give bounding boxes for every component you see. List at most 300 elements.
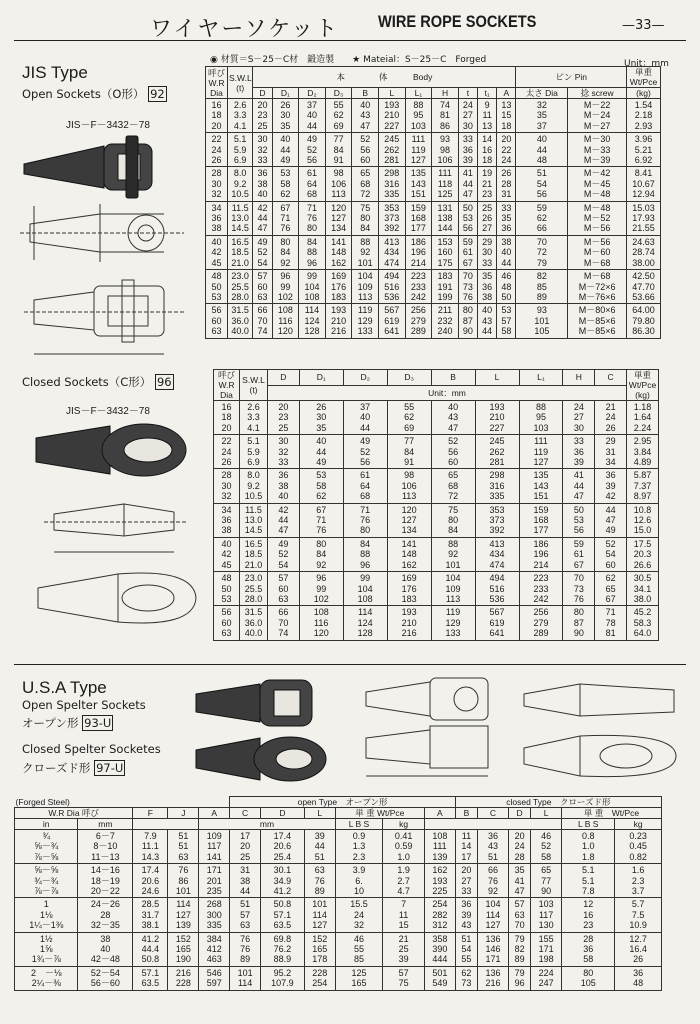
table-cell: 59 61 67: [458, 235, 477, 269]
table-cell: 93 98 106: [432, 133, 459, 167]
table-cell: 171 201 235: [199, 864, 230, 898]
table-cell: 59 62 66: [516, 201, 568, 235]
open-sockets-body: [206, 99, 661, 339]
table-row: [15, 830, 662, 864]
table-cell: M－42 M－45 M－48: [568, 167, 627, 201]
table-cell: 384 412 463: [199, 932, 230, 966]
col-header-a: A: [497, 88, 516, 99]
table-cell: 36 38 40: [253, 167, 272, 201]
table-row: [206, 99, 661, 133]
table-cell: 8.0 9.2 10.5: [228, 167, 253, 201]
table-row: [214, 401, 659, 435]
col-header-t1: t₁: [478, 88, 497, 99]
table-row: [206, 235, 661, 269]
table-cell: 30.5 34.1 38.0: [627, 572, 659, 606]
open-sockets-badge: 92: [150, 87, 165, 101]
table-cell: 44 47 49: [595, 503, 627, 537]
table-cell: 23.0 25.5 28.0: [228, 270, 253, 304]
table-cell: 1.9 2.7 4.7: [383, 864, 425, 898]
table-cell: 19 21 23: [478, 167, 497, 201]
table-cell: 12.7 16.4 26: [615, 932, 662, 966]
table-row: [214, 606, 659, 640]
table-cell: 193 210 227: [379, 99, 406, 133]
open-spelter-jp: [22, 715, 113, 731]
table-cell: 104 114 127: [478, 898, 509, 932]
table-cell: 16.5 18.5 21.0: [240, 537, 268, 571]
table-cell: 57 60 63: [253, 270, 272, 304]
table-cell: 1.18 1.64 2.24: [627, 401, 659, 435]
table-cell: 2 －⅛ 2¼－⅜: [15, 966, 78, 990]
usa-socket-drawings: [190, 672, 686, 792]
table-row: [206, 304, 661, 338]
table-cell: 20 22 24: [497, 133, 516, 167]
table-cell: 114 124 128: [299, 304, 326, 338]
table-row: [214, 503, 659, 537]
usa-col-closed-l: L: [531, 808, 562, 819]
usa-open-photo: [196, 680, 312, 726]
table-cell: 0.23 0.45 0.82: [615, 830, 662, 864]
table-cell: 48 50 53: [214, 572, 240, 606]
table-cell: 40 42 45: [214, 537, 240, 571]
table-cell: 33 35 36: [497, 201, 516, 235]
header-rule: [14, 40, 686, 41]
table-cell: 45.2 58.3 64.0: [627, 606, 659, 640]
col-header-pin: ピン Pin: [516, 67, 627, 88]
closed-col-wt: 単重 Wt/Pce (kg): [627, 370, 659, 401]
table-cell: 25 26 27: [478, 201, 497, 235]
usa-col-open-wt: 単 重 Wt/Pce: [335, 808, 424, 819]
table-cell: 99 104 108: [343, 572, 387, 606]
table-row: [206, 201, 661, 235]
table-cell: 193 210 216: [387, 606, 431, 640]
table-cell: 193 210 227: [475, 401, 519, 435]
col-header-d: D: [253, 88, 272, 99]
table-cell: 82 85 89: [516, 270, 568, 304]
usa-col-open-d: D: [261, 808, 305, 819]
col-header-screw: 捻 screw: [568, 88, 627, 99]
table-cell: 114 127 139: [168, 898, 199, 932]
col-header-b: B: [352, 88, 379, 99]
usa-closed-photo: [196, 737, 326, 781]
table-cell: 40 44 49: [299, 435, 343, 469]
table-cell: 57 75: [383, 966, 425, 990]
table-cell: 101 114 127: [304, 898, 335, 932]
table-cell: 358 390 444: [424, 932, 455, 966]
table-cell: 52 54 60: [595, 537, 627, 571]
table-row: [15, 966, 662, 990]
table-cell: 1 1⅛ 1¼－1⅜: [15, 898, 78, 932]
table-cell: 64.00 79.80 86.30: [627, 304, 661, 338]
col-header-h: H: [432, 88, 459, 99]
table-row: [214, 572, 659, 606]
table-cell: 223 233 242: [519, 572, 563, 606]
closed-type-header: closed Type クローズド形: [455, 797, 661, 808]
table-cell: 50 53 56: [563, 503, 595, 537]
table-cell: 103 117 130: [531, 898, 562, 932]
usa-unit-closed-kg: kg: [615, 819, 662, 830]
table-cell: 33 36 39: [563, 435, 595, 469]
table-cell: 49 52 56: [343, 435, 387, 469]
table-cell: 8.0 9.2 10.5: [240, 469, 268, 503]
table-cell: 75 80 84: [352, 201, 379, 235]
usa-col-closed-a: A: [424, 808, 455, 819]
table-cell: 20 23 25: [253, 99, 272, 133]
table-cell: 211 232 240: [432, 304, 459, 338]
table-cell: 11.5 13.0 14.5: [240, 503, 268, 537]
col-header-kg: (kg): [627, 88, 661, 99]
table-cell: 216 228: [168, 966, 199, 990]
usa-unit-open-lbs: L B S: [335, 819, 383, 830]
table-cell: 69.8 76.2 88.9: [261, 932, 305, 966]
table-cell: 38 40 42－48: [78, 932, 133, 966]
table-cell: 84 88 96: [299, 235, 326, 269]
table-cell: 48 50 53: [206, 270, 228, 304]
table-cell: 125 165: [335, 966, 383, 990]
table-row: [15, 932, 662, 966]
page-title-jp: ワイヤーソケット: [150, 17, 340, 42]
table-row: [206, 133, 661, 167]
table-cell: 10.8 12.6 15.0: [627, 503, 659, 537]
closed-spelter-jp: [22, 760, 125, 776]
table-cell: 183 191 199: [432, 270, 459, 304]
table-cell: 268 300 335: [199, 898, 230, 932]
table-cell: 108 116 120: [299, 606, 343, 640]
closed-col-unit: Unit：mm: [268, 385, 627, 401]
table-cell: 49 52 54: [268, 537, 300, 571]
table-cell: 40 43 47: [431, 401, 475, 435]
table-cell: 256 279 289: [519, 606, 563, 640]
table-cell: 7 11 15: [383, 898, 425, 932]
table-cell: 108 116 120: [272, 304, 299, 338]
open-socket-photo: [24, 136, 152, 198]
table-cell: 14 16 18: [478, 133, 497, 167]
table-cell: 35 36 38: [478, 270, 497, 304]
table-cell: 57 63 70: [508, 898, 530, 932]
table-cell: 38 40 44: [497, 235, 516, 269]
table-cell: 51 54 56: [516, 167, 568, 201]
usa-open-drawing: [366, 678, 488, 776]
table-cell: 66 70 74: [253, 304, 272, 338]
table-cell: 24 27 30: [563, 401, 595, 435]
table-cell: 155 171 198: [531, 932, 562, 966]
table-cell: 88 95 103: [405, 99, 432, 133]
table-cell: 53 57 58: [497, 304, 516, 338]
table-cell: 159 168 177: [519, 503, 563, 537]
table-cell: 30 32 33: [253, 133, 272, 167]
usa-type-title: U.S.A Type: [22, 678, 107, 697]
table-cell: 84 88 96: [343, 537, 387, 571]
table-cell: 104 109 113: [431, 572, 475, 606]
table-cell: 9 11 13: [478, 99, 497, 133]
table-cell: 42 44 47: [253, 201, 272, 235]
table-cell: 136 216: [478, 966, 509, 990]
table-cell: 3.9 6. 10: [335, 864, 383, 898]
table-cell: 41 44 47: [563, 469, 595, 503]
table-row: [214, 435, 659, 469]
table-cell: 65 68 72: [352, 167, 379, 201]
table-cell: 28.5 31.7 38.1: [133, 898, 168, 932]
table-cell: 41.2 44.4 50.8: [133, 932, 168, 966]
table-cell: 162 193 225: [424, 864, 455, 898]
closed-sockets-code: JIS－F－3432－78: [66, 406, 150, 417]
table-cell: 88 92 101: [352, 235, 379, 269]
col-header-pin-dia: 太さ Dia: [516, 88, 568, 99]
table-cell: 159 168 177: [405, 201, 432, 235]
table-cell: 79 82 89: [508, 932, 530, 966]
table-cell: 50.8 57.1 63.5: [261, 898, 305, 932]
usa-unit-closed-mm: [424, 819, 561, 830]
table-row: [15, 898, 662, 932]
open-sockets-table: [205, 66, 661, 339]
table-cell: 13 15 18: [497, 99, 516, 133]
table-cell: 46 52 58: [531, 830, 562, 864]
table-cell: 245 262 281: [475, 435, 519, 469]
table-cell: 109 117 141: [199, 830, 230, 864]
table-cell: 56 60 63: [206, 304, 228, 338]
table-cell: 93 101 105: [516, 304, 568, 338]
table-cell: 17.5 20.3 26.6: [627, 537, 659, 571]
col-header-t: t: [458, 88, 477, 99]
table-cell: 40 43 47: [352, 99, 379, 133]
closed-col-c: C: [595, 370, 627, 386]
table-cell: 56 60 63: [214, 606, 240, 640]
table-cell: 51 54 55: [455, 932, 477, 966]
table-cell: 245 262 281: [379, 133, 406, 167]
table-cell: 98 106 113: [325, 167, 352, 201]
page-number: —33—: [622, 18, 665, 33]
table-cell: 70 72 79: [516, 235, 568, 269]
table-cell: 186 196 214: [519, 537, 563, 571]
open-spelter-title: Open Spelter Sockets: [22, 698, 146, 712]
table-cell: 17.4 20.6 24.6: [133, 864, 168, 898]
table-cell: 119 129 133: [352, 304, 379, 338]
table-cell: 108 111 139: [424, 830, 455, 864]
table-cell: 62 73: [455, 966, 477, 990]
table-cell: 70 73 76: [563, 572, 595, 606]
table-cell: 23.0 25.5 28.0: [240, 572, 268, 606]
table-cell: 136 146 171: [478, 932, 509, 966]
col-header-d3: D₃: [325, 88, 352, 99]
usa-closed-drawing: [524, 684, 676, 777]
table-cell: 36 43 51: [478, 830, 509, 864]
table-cell: 228 254: [304, 966, 335, 990]
table-cell: 57 60 63: [268, 572, 300, 606]
table-cell: 36 38 40: [268, 469, 300, 503]
table-cell: 104 109 113: [352, 270, 379, 304]
table-cell: 28 36 58: [562, 932, 615, 966]
table-cell: 31 38 44: [230, 864, 261, 898]
table-cell: 24 27 30: [458, 99, 477, 133]
table-cell: 36 48: [615, 966, 662, 990]
usa-col-closed-d: D: [508, 808, 530, 819]
table-cell: 88 92 101: [431, 537, 475, 571]
table-cell: 42.50 47.70 53.66: [627, 270, 661, 304]
open-sockets-label: Open Sockets（O形）: [22, 87, 145, 101]
table-row: [15, 864, 662, 898]
table-cell: 71 78 81: [595, 606, 627, 640]
usa-unit-open-kg: kg: [383, 819, 425, 830]
table-cell: 1.54 2.18 2.93: [627, 99, 661, 133]
closed-col-d1: D₁: [299, 370, 343, 386]
jis-type-title: JIS Type: [22, 63, 88, 82]
table-cell: M－30 M－33 M－39: [568, 133, 627, 167]
closed-col-b: B: [431, 370, 475, 386]
table-cell: 546 597: [199, 966, 230, 990]
table-cell: 2.6 3.3 4.1: [228, 99, 253, 133]
usa-unit-open-mm: mm: [199, 819, 335, 830]
table-cell: 55 62 69: [387, 401, 431, 435]
col-header-body: 本 体 Body: [253, 67, 516, 88]
table-cell: 29 30 33: [478, 235, 497, 269]
usa-unit-closed-lbs: L B S: [562, 819, 615, 830]
closed-sockets-badge: 96: [156, 375, 172, 389]
open-spelter-jp-label: オープン形: [22, 716, 79, 730]
table-cell: 67 71 76: [299, 503, 343, 537]
table-cell: 2.6 3.3 4.1: [240, 401, 268, 435]
table-cell: 5.1 5.1 7.8: [562, 864, 615, 898]
table-cell: 46 55 85: [335, 932, 383, 966]
table-cell: 51 51 63: [168, 830, 199, 864]
page-title-en: WIRE ROPE SOCKETS: [378, 12, 537, 31]
table-cell: 20 24 28: [508, 830, 530, 864]
table-cell: 88 95 103: [519, 401, 563, 435]
table-cell: 96 99 102: [299, 572, 343, 606]
table-cell: 28 30 32: [206, 167, 228, 201]
table-cell: 51 57 63: [230, 898, 261, 932]
table-cell: 193 210 216: [325, 304, 352, 338]
table-cell: 79 96: [508, 966, 530, 990]
table-cell: 65 77 90: [531, 864, 562, 898]
table-cell: 22 24 26: [206, 133, 228, 167]
table-cell: M－68 M－72×6 M－76×6: [568, 270, 627, 304]
table-cell: 7.9 11.1 14.3: [133, 830, 168, 864]
table-cell: 153 160 175: [432, 235, 459, 269]
table-cell: 413 434 474: [475, 537, 519, 571]
table-cell: 567 619 641: [379, 304, 406, 338]
open-socket-side-view: [20, 204, 184, 262]
open-socket-top-view: [24, 280, 184, 354]
table-cell: 28 30 32: [214, 469, 240, 503]
table-cell: 49 52 54: [253, 235, 272, 269]
table-cell: M－22 M－24 M－27: [568, 99, 627, 133]
table-cell: 39 44 51: [304, 830, 335, 864]
table-cell: 52 56 60: [352, 133, 379, 167]
table-cell: M－56 M－60 M－68: [568, 235, 627, 269]
table-cell: 2.95 3.84 4.89: [627, 435, 659, 469]
table-cell: 22 24 26: [214, 435, 240, 469]
table-cell: 223 233 242: [405, 270, 432, 304]
table-cell: 59 61 67: [563, 537, 595, 571]
closed-socket-side-view: [44, 504, 186, 552]
table-cell: 30 32 33: [268, 435, 300, 469]
table-cell: 17.4 20.6 25.4: [261, 830, 305, 864]
table-cell: 76 86 101: [168, 864, 199, 898]
table-cell: 32 35 37: [516, 99, 568, 133]
open-sockets-code: JIS－F－3432－78: [66, 120, 150, 131]
table-row: [214, 469, 659, 503]
table-cell: 66 76 92: [478, 864, 509, 898]
table-cell: 36 39 42: [595, 469, 627, 503]
closed-socket-top-view: [38, 573, 196, 623]
table-cell: 49 52 56: [299, 133, 326, 167]
table-cell: 254 282 312: [424, 898, 455, 932]
table-cell: 35 41 47: [508, 864, 530, 898]
open-spelter-badge: 93-U: [84, 716, 112, 730]
table-cell: 1½ 1⅝ 1¾－⅞: [15, 932, 78, 966]
col-header-d2: D₂: [299, 88, 326, 99]
closed-col-d3: D₃: [387, 370, 431, 386]
table-cell: 31.5 36.0 40.0: [228, 304, 253, 338]
table-cell: 80 84 92: [299, 537, 343, 571]
usa-spelter-table: [14, 796, 662, 991]
table-cell: 3.96 5.21 6.92: [627, 133, 661, 167]
closed-sockets-title: [22, 374, 174, 390]
table-cell: 298 316 335: [379, 167, 406, 201]
table-cell: 31.5 36.0 40.0: [240, 606, 268, 640]
table-cell: 80 105: [562, 966, 615, 990]
table-cell: 413 434 474: [379, 235, 406, 269]
usa-col-closed-c: C: [478, 808, 509, 819]
table-cell: 40 42 45: [206, 235, 228, 269]
table-cell: 131 138 144: [432, 201, 459, 235]
table-cell: 15.5 24 32: [335, 898, 383, 932]
table-cell: 63 76 89: [304, 864, 335, 898]
table-cell: 37 40 44: [299, 99, 326, 133]
table-cell: 152 165 190: [168, 932, 199, 966]
table-cell: 34 36 38: [214, 503, 240, 537]
table-cell: 99 104 108: [299, 270, 326, 304]
table-cell: 17 20 25: [230, 830, 261, 864]
table-cell: 34 36 38: [206, 201, 228, 235]
table-cell: 120 127 134: [325, 201, 352, 235]
table-cell: 494 516 536: [379, 270, 406, 304]
table-cell: 186 196 214: [405, 235, 432, 269]
table-cell: 501 549: [424, 966, 455, 990]
table-cell: 11 14 17: [455, 830, 477, 864]
table-cell: 41 44 47: [458, 167, 477, 201]
col-header-l: L: [379, 88, 406, 99]
closed-col-swl: S.W.L (t): [240, 370, 268, 401]
table-cell: 62 65 67: [595, 572, 627, 606]
closed-col-dia: 呼び W.R Dia: [214, 370, 240, 401]
closed-socket-photo: [36, 424, 186, 476]
table-cell: 30.1 34.9 41.2: [261, 864, 305, 898]
table-cell: 16.5 18.5 21.0: [228, 235, 253, 269]
table-cell: 169 176 183: [325, 270, 352, 304]
table-cell: 353 373 392: [379, 201, 406, 235]
table-cell: 50 53 56: [458, 201, 477, 235]
table-cell: 16 18 20: [206, 99, 228, 133]
closed-col-l: L: [475, 370, 519, 386]
closed-sockets-body: [214, 401, 659, 641]
usa-col-f: F: [133, 808, 168, 819]
table-cell: 567 619 641: [475, 606, 519, 640]
open-type-header: open Type オープン形: [230, 797, 456, 808]
usa-col-j: J: [168, 808, 199, 819]
table-cell: 67 71 76: [272, 201, 299, 235]
closed-spelter-badge: 97-U: [96, 761, 124, 775]
col-header-swl: S.W.L (t): [228, 67, 253, 99]
table-cell: 52－54 56－60: [78, 966, 133, 990]
table-cell: 52 56 60: [431, 435, 475, 469]
table-cell: 5.1 5.9 6.9: [240, 435, 268, 469]
table-cell: 12 16 23: [562, 898, 615, 932]
section-rule: [14, 664, 686, 665]
table-cell: 353 373 392: [475, 503, 519, 537]
table-cell: 135 143 151: [519, 469, 563, 503]
table-cell: 76 76 89: [230, 932, 261, 966]
table-cell: 77 84 91: [325, 133, 352, 167]
